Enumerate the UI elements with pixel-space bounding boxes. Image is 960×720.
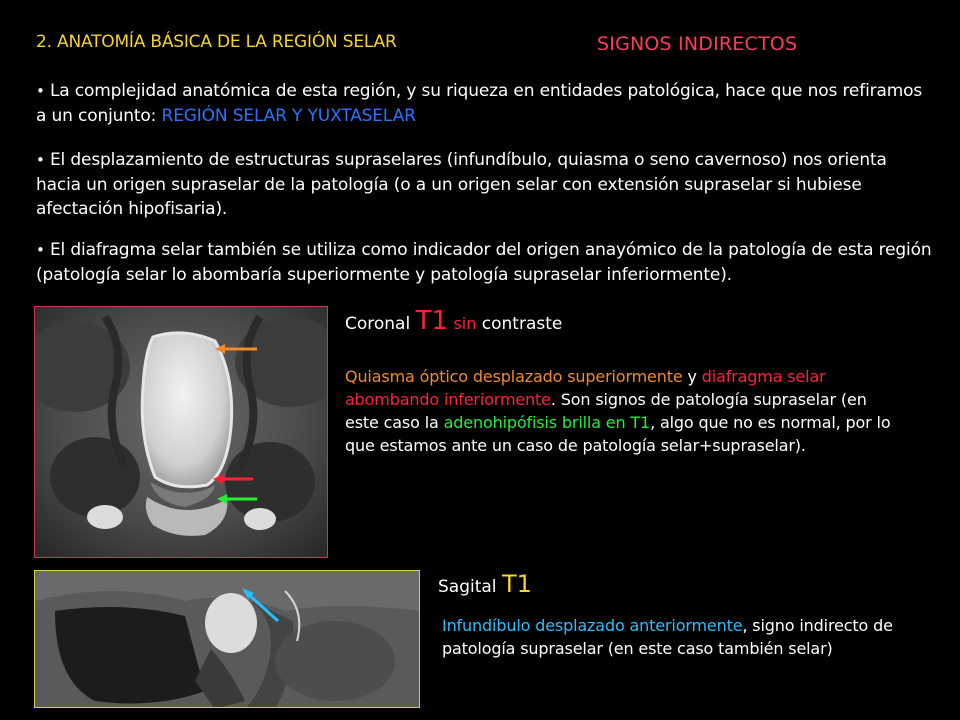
bullet-1-highlight: REGIÓN SELAR Y YUXTASELAR [161, 105, 416, 126]
sagittal-title [438, 570, 532, 598]
coronal-title-seq: T1 [415, 306, 449, 336]
section-title: 2. ANATOMÍA BÁSICA DE LA REGIÓN SELAR [36, 32, 397, 52]
sagittal-caption-cyan: Infundíbulo desplazado anteriormente [442, 616, 743, 635]
coronal-caption-orange: Quiasma óptico desplazado superiormente [345, 367, 683, 386]
coronal-caption [345, 365, 905, 457]
coronal-mri-image [34, 306, 328, 558]
bullet-3-text: El diafragma selar también se utiliza como indicador del origen anayómico de la patología de esta región (patología selar lo abombaría superiormente y patología supraselar inferiormente). [36, 240, 932, 285]
coronal-caption-red: diafragma selar abombando inferiormente [345, 367, 826, 409]
sagittal-title-seq: T1 [501, 570, 532, 598]
sagittal-mri-drawing [35, 571, 420, 708]
sagittal-caption [442, 614, 942, 660]
coronal-title-prefix: Coronal [345, 314, 411, 334]
bullet-3 [36, 238, 936, 287]
sagittal-caption-rest: , signo indirecto de patología supraselar (en este caso también selar) [442, 616, 893, 658]
sagittal-mri-image [34, 570, 420, 708]
coronal-title-suffix: contraste [481, 314, 563, 334]
bullet-2 [36, 148, 936, 222]
coronal-caption-y: y [682, 367, 702, 386]
coronal-caption-green: adenohipófisis brilla en T1 [443, 413, 651, 432]
bullet-1 [36, 79, 936, 128]
bullet-dot: • [36, 151, 45, 169]
coronal-caption-part1: . Son signos de patología supraselar (en este caso la [345, 390, 867, 432]
bullet-2-text: El desplazamiento de estructuras supraselares (infundíbulo, quiasma o seno cavernoso) nos orienta hacia un origen supraselar de la patología (o a un origen selar con extensión supraselar si hubiese afectación hipofisaria). [36, 150, 887, 219]
coronal-mri-drawing [35, 307, 328, 558]
bullet-dot: • [36, 82, 45, 100]
signs-title: SIGNOS INDIRECTOS [597, 33, 798, 55]
sagittal-title-prefix: Sagital [438, 577, 497, 597]
bullet-1-text: La complejidad anatómica de esta región, y su riqueza en entidades patológica, hace que nos refiramos a un conjunto: [36, 81, 923, 126]
coronal-title [345, 306, 562, 336]
bullet-dot: • [36, 241, 45, 259]
coronal-caption-part2: , algo que no es normal, por lo que estamos ante un caso de patología selar+supraselar). [345, 413, 891, 455]
coronal-title-sin: sin [453, 314, 477, 333]
